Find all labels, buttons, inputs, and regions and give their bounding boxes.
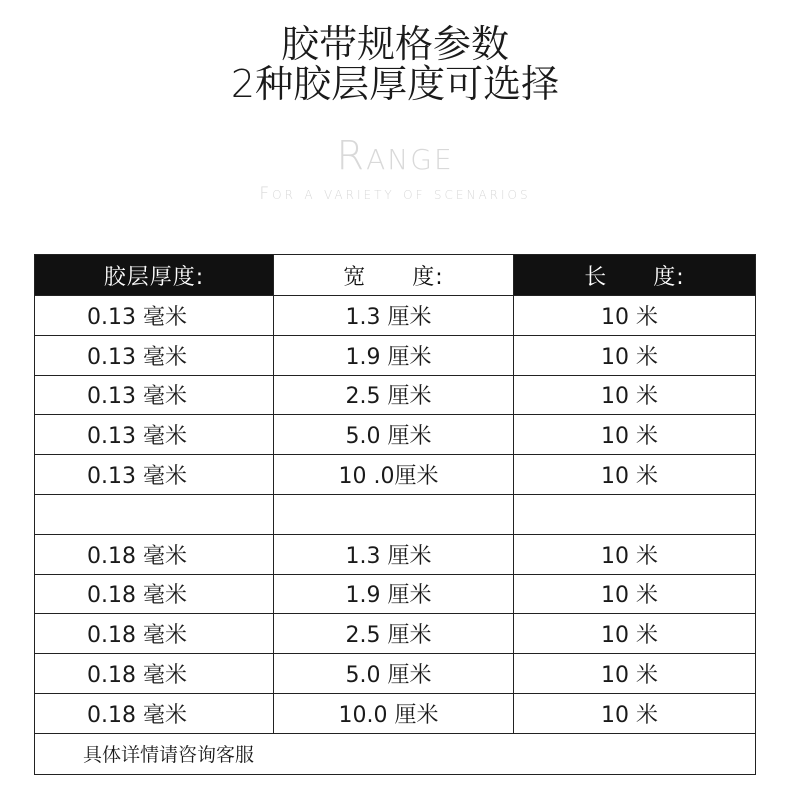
cell-thickness: 0.18 毫米 [35, 614, 274, 654]
cell-thickness: 0.18 毫米 [35, 693, 274, 733]
table-row [35, 693, 756, 733]
table-row [35, 654, 756, 694]
cell-thickness: 0.13 毫米 [35, 335, 274, 375]
cell-length: 10 米 [514, 654, 756, 694]
table-row [35, 614, 756, 654]
table-row [35, 574, 756, 614]
note-row [35, 733, 756, 774]
cell-thickness: 0.18 毫米 [35, 654, 274, 694]
table-row [35, 415, 756, 455]
table-row [35, 335, 756, 375]
cell-length: 10 米 [514, 574, 756, 614]
cell-width: 1.3 厘米 [274, 534, 514, 574]
cell-length [514, 494, 756, 534]
cell-width: 2.5 厘米 [274, 375, 514, 415]
table-row [35, 455, 756, 495]
contact-note: 具体详情请咨询客服 [35, 733, 756, 774]
table-row [35, 296, 756, 336]
cell-thickness: 0.18 毫米 [35, 534, 274, 574]
table-row [35, 534, 756, 574]
cell-length: 10 米 [514, 614, 756, 654]
cell-width [274, 494, 514, 534]
cell-length: 10 米 [514, 534, 756, 574]
cell-thickness: 0.13 毫米 [35, 375, 274, 415]
table-row [35, 375, 756, 415]
watermark-subtitle: For a variety of scenarios [259, 184, 531, 204]
cell-width: 5.0 厘米 [274, 654, 514, 694]
cell-thickness: 0.13 毫米 [35, 455, 274, 495]
cell-length: 10 米 [514, 375, 756, 415]
cell-length: 10 米 [514, 693, 756, 733]
table-row-empty [35, 494, 756, 534]
cell-width: 1.3 厘米 [274, 296, 514, 336]
cell-width: 1.9 厘米 [274, 335, 514, 375]
spec-table [34, 254, 756, 775]
header-thickness: 胶层厚度: [35, 255, 274, 296]
cell-width: 10 .0厘米 [274, 455, 514, 495]
header-row [35, 255, 756, 296]
header-width: 宽 度: [274, 255, 514, 296]
cell-width: 10.0 厘米 [274, 693, 514, 733]
cell-thickness: 0.13 毫米 [35, 415, 274, 455]
cell-width: 5.0 厘米 [274, 415, 514, 455]
cell-length: 10 米 [514, 415, 756, 455]
cell-width: 2.5 厘米 [274, 614, 514, 654]
cell-thickness [35, 494, 274, 534]
header-length: 长 度: [514, 255, 756, 296]
cell-length: 10 米 [514, 296, 756, 336]
cell-thickness: 0.13 毫米 [35, 296, 274, 336]
cell-length: 10 米 [514, 455, 756, 495]
watermark-range: Range [336, 133, 454, 179]
page-subtitle: 2种胶层厚度可选择 [230, 62, 560, 106]
page-title: 胶带规格参数 [280, 22, 509, 66]
cell-length: 10 米 [514, 335, 756, 375]
cell-thickness: 0.18 毫米 [35, 574, 274, 614]
cell-width: 1.9 厘米 [274, 574, 514, 614]
